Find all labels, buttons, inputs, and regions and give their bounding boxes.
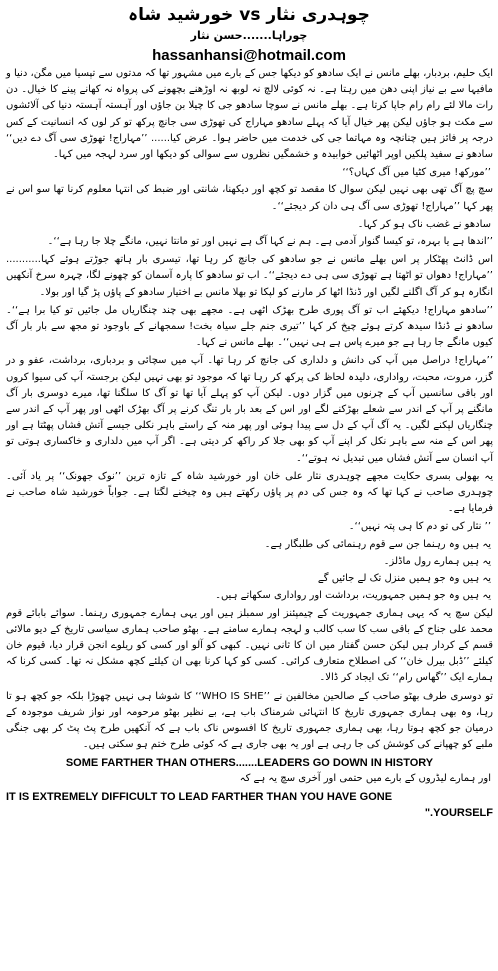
list-line: یہ ہیں وہ جو ہمیں منزل تک لے جائیں گے: [317, 573, 491, 585]
paragraph: یہ بھولی بسری حکایت مجھے چوہدری نثار علی خان اور خورشید شاہ کے تازہ ترین ’’نوک جھونک‘‘ پر یاد آئی۔ چوہدری صاحب نے کہا تھا کہ وہ جس کی دم پر پاؤں رکھتے ہیں وہ چیخنے لگتا ہے۔ جواباً خورشید شاہ صاحب نے فرمایا ہے۔: [6, 470, 493, 515]
paragraph: اس ڈانٹ پھٹکار پر اس بھلے مانس نے جو سادھو کی جانچ کر رہا تھا، تیسری بار ہاتھ جوڑتے ہوئے کہا........... ’’مہاراج! دھواں تو اٹھتا ہے تھوڑی سی ہی دے دیجئے‘‘۔ اب تو سادھو کا پارہ آسمان کو چھونے لگا، چہرہ سرخ آنکھیں انگارہ ہو کر آگ اگلنے لگیں اور ڈنڈا اٹھا کر مارنے کو لپکا تو بھلا مانس بے اختیار سادھو کے پاؤں پڑ گیا اور بولا۔: [6, 254, 493, 298]
english-quote-line: IT IS EXTREMELY DIFFICULT TO LEAD FARTHER THAN YOU HAVE GONE: [6, 790, 393, 803]
paragraph: ’’مہاراج! دراصل میں آپ کی دانش و دلداری کی جانچ کر رہا تھا۔ آپ میں سچائی و بردباری، برداشت، عفو و در گزر، مروت، محبت، رواداری، دلیدہ لحاظ کی پرکھ کر رہا تھا کہ موجود تو بھی نہیں لیکن برجستہ آپ کی سیوا کروں اور باقی سانسیں آپ کے چرنوں میں گزار دوں۔ لیکن آپ کو پہلے آیا تھا تو آگ کا سلگنا تھا، میرے دوسری بار آگ مانگنے پر آپ کے اندر سے شعلے بھڑکنے لگے اور اس کے بعد بار بار تنگ کرنے پر آگ بھڑک اٹھی اور پھر آپ کے اندر سے چنگاریاں لپکنے لگیں۔ یہ آگ آپ کے دل سے پیدا ہوئی اور پھر منہ کے راستے باہر نکلی جیسے آتش فشاں پھٹتا ہے اور پھر اس کے منہ سے باہر نکل کر اپنے آپ کو بھی جلا کر راکھ کر دیتی ہے۔ اگر آپ میں دلداری و خاکساری ہوتی تو آپ انسان سے آتش فشاں میں تبدیل نہ ہوتے‘‘۔: [6, 355, 494, 464]
paragraph: سچ پچ آگ تھی بھی نہیں لیکن سوال کا مقصد تو کچھ اور دیکھنا، شانتی اور ضبط کی انتہا معلوم کرنا تھا سو اس نے پھر کہا ’’مہاراج! تھوڑی سی آگ ہی دان کر دیجئے‘‘۔: [6, 184, 493, 212]
english-quote-line: ".YOURSELF: [424, 806, 493, 819]
list-line: یہ ہیں وہ جو ہمیں جمہوریت، برداشت اور رواداری سکھاتے ہیں۔: [215, 590, 491, 602]
paragraph: ’’مورکھ! میری کٹیا میں آگ کہاں؟‘‘: [342, 167, 491, 179]
english-quote-line: SOME FARTHER THAN OTHERS.......LEADERS GO DOWN IN HISTORY: [65, 757, 434, 770]
list-line: یہ ہیں وہ رہنما جن سے قوم رہنمائی کی طلبگار ہے۔: [264, 538, 491, 550]
paragraph: لیکن سچ یہ کہ یہی ہماری جمہوریت کے چیمپئنز اور سمبلز ہیں اور یہی ہمارے جمہوری رہنما۔ سوائے بابائے قوم محمد علی جناح کے باقی سب کا سب کالب و لہجہ ہمارے سامنے ہے۔ بھٹو صاحب ہماری سیاسی تاریخ کے دیو مالائی قسم کے کردار ہیں لیکن حسن گفتار میں ان کا ثانی نہیں۔ کبھی کو آلو اور کسی کو ریلوے انجن قرار دیا، قیوم خان کیلئے ’’ڈبل بیرل خان‘‘ کی اصطلاح متعارف کرائی۔ کسی کو کہا کرنا بھی ان کیلئے کچھ مشکل نہ تھا۔ کسی کرنا کہ ہمارے ایک ’’گھاس رام‘‘ تک ایجاد کر ڈالا۔: [6, 607, 493, 684]
article-title: چوہدری نثار vs خورشید شاہ: [128, 5, 370, 25]
author-email: hassanhansi@hotmail.com: [152, 47, 346, 64]
list-line: یہ ہیں ہمارے رول ماڈلز۔: [383, 555, 491, 567]
article-body: [6, 66, 493, 821]
paragraph: ’’سادھو مہاراج! دیکھئے اب تو آگ پوری طرح بھڑک اٹھی ہے۔ مجھے بھی چند چنگاریاں مل جائیں تو کیا برا ہے‘‘۔ سادھو نے ڈنڈا سیدھ کرتے ہوئے چیخ کر کہا ’’تیری جنم جلے سیاہ بخت! سمجھانے کے باوجود تو مجھ سے بار بار آگ کیوں مانگے جا رہا ہے جو میرے پاس ہے ہی نہیں‘‘۔ بھلے مانس نے کہا۔: [6, 304, 493, 349]
paragraph: ’’اندھا ہے یا بہرہ، تو کیسا گنوار آدمی ہے۔ ہم نے کہا آگ ہے نہیں اور تو مانتا نہیں، مانگے چلا جا رہا ہے‘‘۔: [47, 236, 493, 248]
paragraph: ایک حلیم، بردبار، بھلے مانس نے ایک سادھو کو دیکھا جس کے بارے میں مشہور تھا کہ مدتوں سے تپسیا میں مگن، دنیا و مافیہا سے بے نیاز اپنی دھن میں رہتا ہے۔ نہ کوئی لالچ نہ لوبھ نہ اوڑھنے بچھونے کی پرواہ نہ کھانے پینے کا خیال۔ دن رات مالا لئے رام رام جاپا کرتا ہے۔ بھلے مانس نے سوچا سادھو جی کا چیلا بن جاؤں اور آہستہ آہستہ دنیا کی آلائشوں سے مکت ہو جاؤں لیکن پھر خیال آیا کہ پہلے سادھو مہاراج کی تھوڑی سی جانچ پرکھ تو کر لوں کہ انسانیت کے کس درجہ پر فائز ہیں چنانچہ وہ مہاتما جی کی خدمت میں حاضر ہوا۔ عرض کیا...... ’’مہاراج! تھوڑی سی آگ دے دیں‘‘ سادھو نے سفید پلکیں اوپر اٹھائیں خوابیدہ و خشمگیں نظروں سے سوالی کو دیکھا اور سرد لہجہ میں کہا۔: [6, 68, 493, 161]
paragraph: سادھو نے غضب ناک ہو کر کہا۔: [357, 218, 491, 230]
byline: چوراہا.......حسن نثار: [190, 29, 308, 42]
paragraph: اور ہمارے لیڈروں کے بارے میں حتمی اور آخری سچ یہ ہے کہ: [239, 773, 491, 785]
quote-line: ’’ نثار کی تو دم کا ہی پتہ نہیں‘‘۔: [348, 521, 491, 533]
paragraph: تو دوسری طرف بھٹو صاحب کے صالحین مخالفین نے ’’WHO IS SHE‘‘ کا شوشا ہی نہیں چھوڑا بلکہ جو کچھ ہو تا رہا، وہ بھی ہماری جمہوری تاریخ کا انتہائی شرمناک باب ہے، بے نظیر بھٹو مرحومہ اور نواز شریف موجودہ کے درمیان جو کچھ ہوتا رہا، بھی ہماری جمہوری تاریخ کا افسوس ناک باب ہے کہ آنکھیں طرح پٹ پٹ کر بھی جنگی ملبے کو چھپانے کی کوشش کی جا رہی ہے اور یہ بھی جاری ہے کہ کوئی طرح ختم ہو سکتی ہیں۔: [6, 690, 494, 751]
